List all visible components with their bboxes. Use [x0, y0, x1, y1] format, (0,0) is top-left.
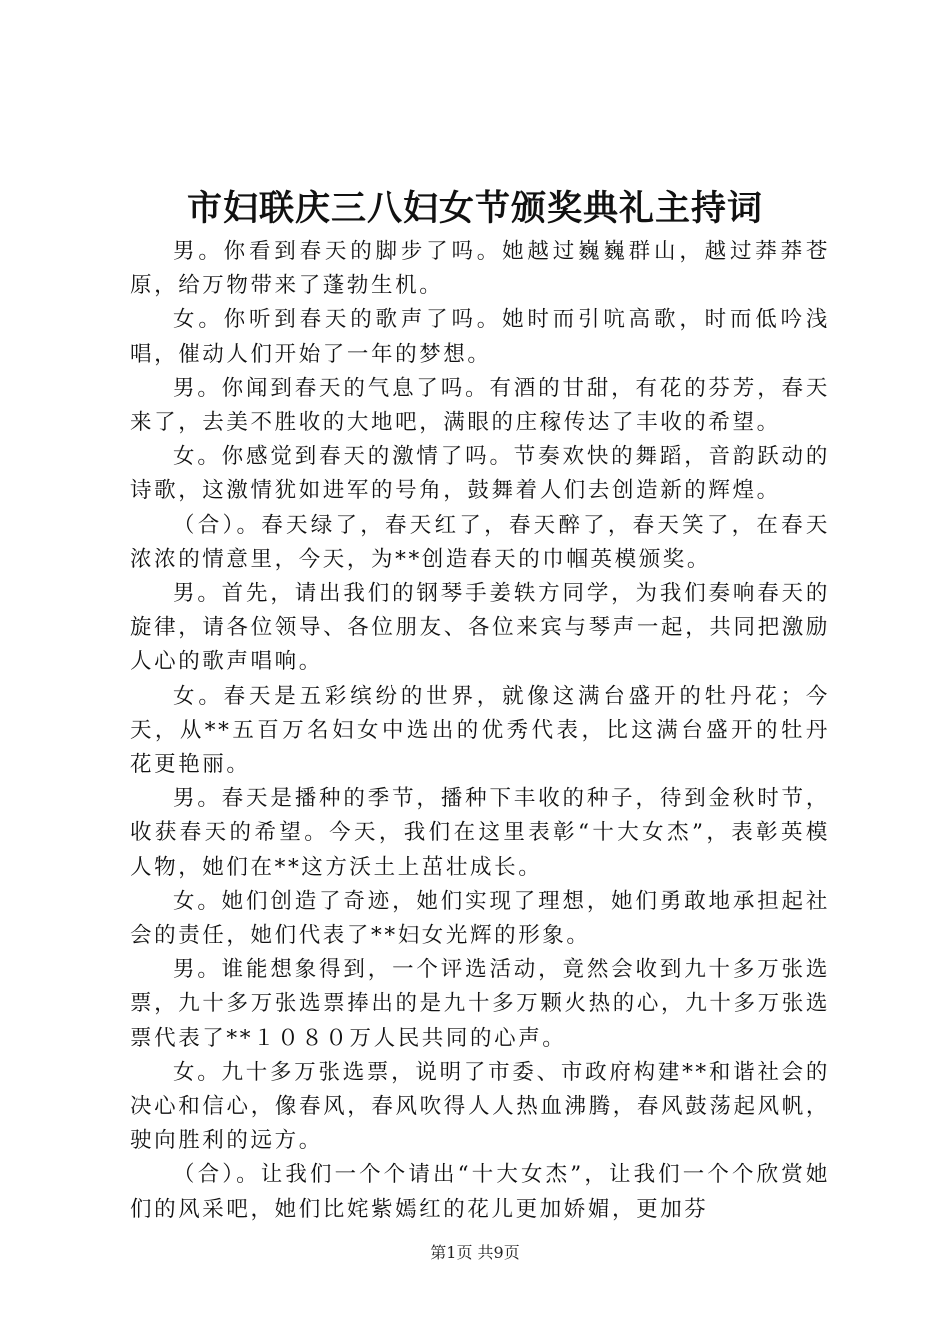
- paragraph: 男。谁能想象得到，一个评选活动，竟然会收到九十多万张选票，九十多万张选票捧出的是九十多万颗火热的心，九十多万张选票代表了**１０８０万人民共同的心声。: [130, 957, 830, 1051]
- paragraph: 男。你闻到春天的气息了吗。有酒的甘甜，有花的芬芳，春天来了，去美不胜收的大地吧，满眼的庄稼传达了丰收的希望。: [130, 375, 830, 436]
- paragraph: 女。你听到春天的歌声了吗。她时而引吭高歌，时而低吟浅唱，催动人们开始了一年的梦想。: [130, 307, 830, 367]
- paragraph: （合）。让我们一个个请出“十大女杰”，让我们一个个欣赏她们的风采吧，她们比姹紫嫣红的花儿更加娇媚，更加芬: [130, 1162, 830, 1222]
- paragraph: 男。首先，请出我们的钢琴手姜轶方同学，为我们奏响春天的旋律，请各位领导、各位朋友、各位来宾与琴声一起，共同把激励人心的歌声唱响。: [130, 581, 830, 675]
- paragraph: 女。九十多万张选票，说明了市委、市政府构建**和谐社会的决心和信心，像春风，春风吹得人人热血沸腾，春风鼓荡起风帆，驶向胜利的远方。: [130, 1059, 830, 1154]
- paragraph: 女。你感觉到春天的激情了吗。节奏欢快的舞蹈，音韵跃动的诗歌，这激情犹如进军的号角，鼓舞着人们去创造新的辉煌。: [130, 444, 830, 504]
- document-title: 市妇联庆三八妇女节颁奖典礼主持词: [186, 188, 763, 229]
- paragraph: （合）。春天绿了，春天红了，春天醉了，春天笑了，在春天浓浓的情意里，今天，为**创造春天的巾帼英模颁奖。: [130, 512, 830, 572]
- paragraph: 女。春天是五彩缤纷的世界，就像这满台盛开的牡丹花；今天，从**五百万名妇女中选出的优秀代表，比这满台盛开的牡丹花更艳丽。: [130, 683, 830, 778]
- paragraph: 女。她们创造了奇迹，她们实现了理想，她们勇敢地承担起社会的责任，她们代表了**妇女光辉的形象。: [130, 888, 830, 949]
- paragraph: 男。春天是播种的季节，播种下丰收的种子，待到金秋时节，收获春天的希望。今天，我们在这里表彰“十大女杰”，表彰英模人物，她们在**这方沃土上茁壮成长。: [130, 786, 830, 880]
- page-number-footer: 第1页 共9页: [430, 1243, 520, 1262]
- document-body: [130, 235, 830, 1227]
- paragraph: 男。你看到春天的脚步了吗。她越过巍巍群山，越过莽莽苍原，给万物带来了蓬勃生机。: [130, 239, 830, 299]
